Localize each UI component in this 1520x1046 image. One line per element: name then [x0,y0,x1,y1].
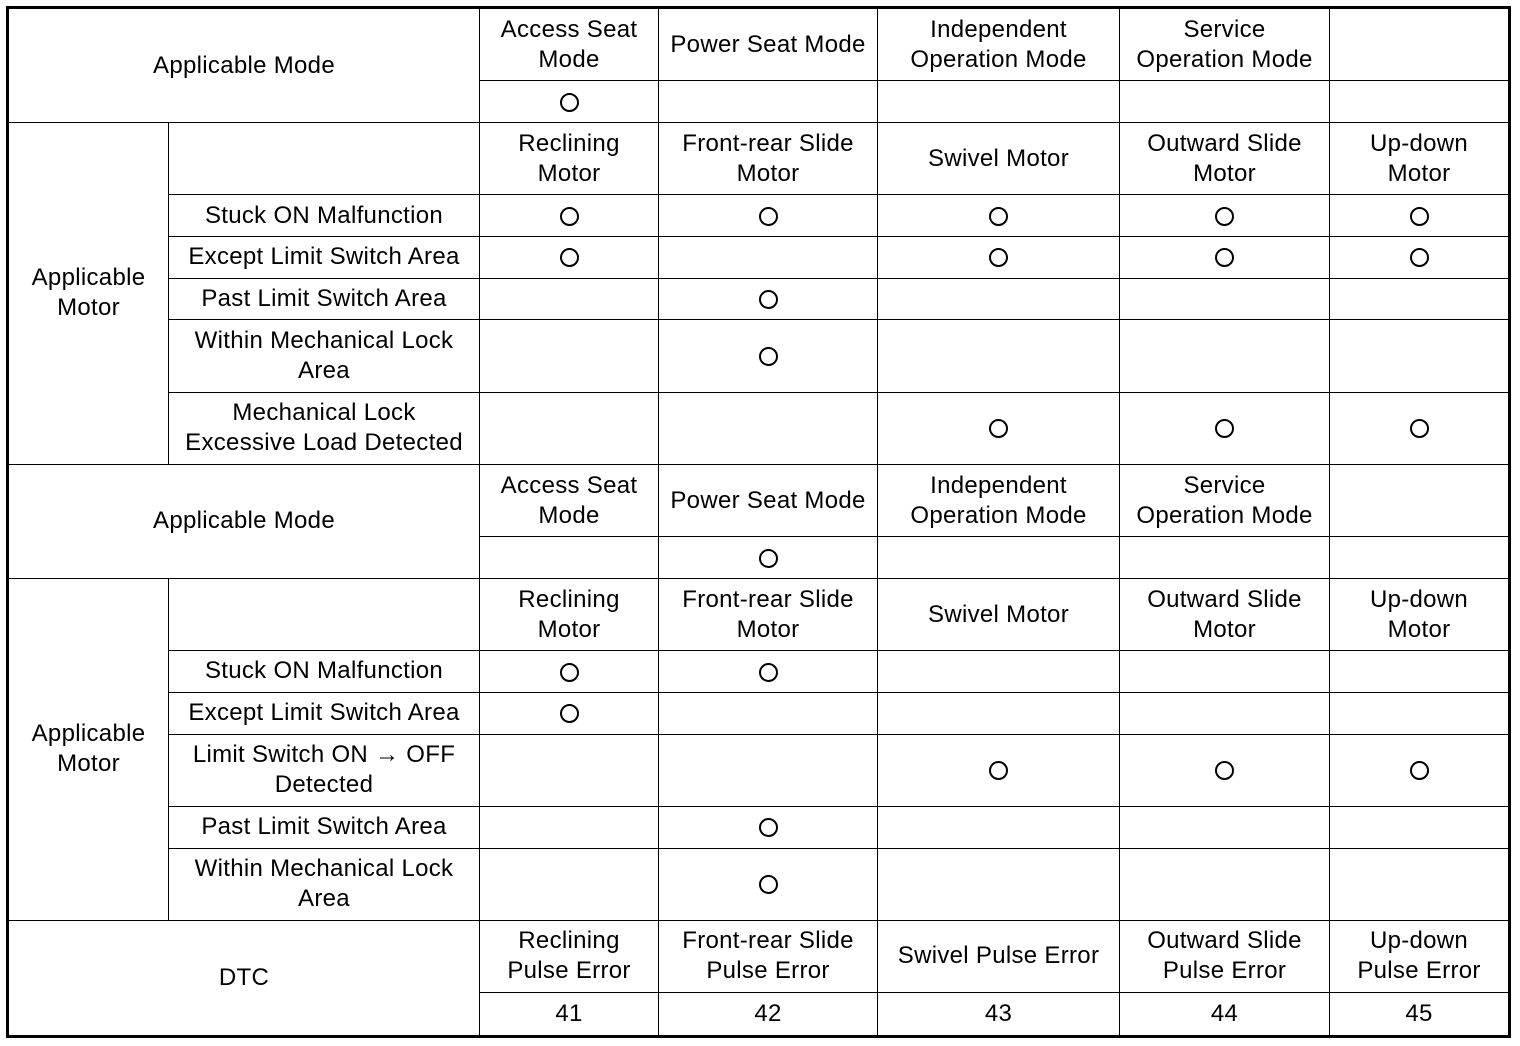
mode-mark-cell [1330,537,1510,579]
condition-mark-cell [659,806,878,848]
cell-text: Up-down Pulse Error [1357,927,1481,985]
cell-text: Except Limit Switch Area [188,243,460,271]
condition-mark-cell [878,692,1120,734]
condition-row [8,320,1510,392]
motor-reclining [480,123,659,195]
dtc-name-outward-slide [1120,920,1330,992]
cell-text: Up-down Motor [1369,129,1469,187]
dtc-name-swivel [878,920,1120,992]
circle-mark-icon [989,248,1008,267]
cell-text: Power Seat Mode [670,486,866,514]
mode-blank [1330,8,1510,81]
circle-mark-icon [560,207,579,226]
condition-mark-cell [659,236,878,278]
dtc-code: 43 [878,993,1120,1037]
cell-text: Within Mechanical Lock Area [194,855,454,913]
condition-mark-cell [878,848,1120,920]
circle-mark-icon [560,93,579,112]
circle-mark-icon [1410,419,1429,438]
cell-text: Swivel Pulse Error [897,942,1100,970]
circle-mark-icon [759,290,778,309]
cell-text: Outward Slide Motor [1147,585,1302,643]
condition-mark-cell [878,236,1120,278]
mode-access-seat [480,8,659,81]
condition-row [8,806,1510,848]
condition-label [169,236,480,278]
condition-label [169,692,480,734]
condition-mark-cell [1330,651,1510,693]
condition-mark-cell [1330,692,1510,734]
condition-mark-cell [878,392,1120,464]
condition-row [8,692,1510,734]
condition-mark-cell [878,195,1120,237]
condition-mark-cell [480,195,659,237]
condition-mark-cell [659,392,878,464]
mode-independent-operation [878,464,1120,536]
condition-mark-cell [659,320,878,392]
mode-service-operation [1120,8,1330,81]
motor-reclining [480,578,659,650]
condition-mark-cell [480,692,659,734]
condition-mark-cell [659,848,878,920]
condition-mark-cell [659,734,878,806]
condition-label [169,848,480,920]
circle-mark-icon [989,419,1008,438]
mode-independent-operation [878,8,1120,81]
motor-header-blank [169,578,480,650]
condition-label [169,651,480,693]
condition-label [169,278,480,320]
condition-mark-cell [1330,392,1510,464]
motor-front-rear-slide [659,578,878,650]
condition-mark-cell [1120,848,1330,920]
condition-mark-cell [480,236,659,278]
circle-mark-icon [560,663,579,682]
applicable-mode-label: Applicable Mode [8,8,480,123]
circle-mark-icon [1410,207,1429,226]
condition-label [169,195,480,237]
motor-outward-slide [1120,123,1330,195]
cell-text: Outward Slide Pulse Error [1147,927,1302,985]
condition-mark-cell [1330,236,1510,278]
condition-mark-cell [659,278,878,320]
motor-swivel [878,578,1120,650]
motor-up-down [1330,123,1510,195]
condition-row [8,734,1510,806]
mode-header-row [8,8,1510,81]
dtc-applicability-table [6,6,1511,1038]
condition-mark-cell [1330,806,1510,848]
condition-label [169,734,480,806]
condition-mark-cell [1120,278,1330,320]
cell-text: Swivel Motor [928,144,1069,172]
condition-mark-cell [1120,651,1330,693]
cell-text: Front-rear Slide Pulse Error [682,927,854,985]
cell-text: Swivel Motor [928,600,1069,628]
circle-mark-icon [1215,419,1234,438]
applicable-mode-label: Applicable Mode [8,464,480,578]
condition-mark-cell [1330,195,1510,237]
cell-text: Reclining Motor [518,129,620,187]
circle-mark-icon [1410,248,1429,267]
condition-row [8,195,1510,237]
circle-mark-icon [1215,248,1234,267]
motor-front-rear-slide [659,123,878,195]
cell-text: Access Seat Mode [500,15,638,73]
dtc-code: 45 [1330,993,1510,1037]
cell-text: Past Limit Switch Area [201,813,447,841]
condition-row [8,278,1510,320]
condition-mark-cell [480,734,659,806]
condition-label [169,392,480,464]
cell-text: Mechanical Lock Excessive Load Detected [185,399,463,457]
mode-mark-cell [878,537,1120,579]
cell-text: Limit Switch ON → OFF Detected [192,741,456,799]
cell-text: Access Seat Mode [500,471,638,529]
condition-mark-cell [1120,806,1330,848]
cell-text: Applicable Motor [31,264,146,322]
circle-mark-icon [1215,207,1234,226]
condition-mark-cell [1120,195,1330,237]
condition-mark-cell [1120,734,1330,806]
circle-mark-icon [759,207,778,226]
cell-text: Up-down Motor [1369,585,1469,643]
circle-mark-icon [759,875,778,894]
condition-mark-cell [480,278,659,320]
circle-mark-icon [1410,761,1429,780]
condition-mark-cell [878,278,1120,320]
dtc-name-reclining [480,920,659,992]
motor-header-row [8,123,1510,195]
condition-mark-cell [659,692,878,734]
cell-text: Power Seat Mode [670,30,866,58]
condition-row [8,848,1510,920]
mode-access-seat [480,464,659,536]
mode-mark-cell [1120,537,1330,579]
circle-mark-icon [560,248,579,267]
circle-mark-icon [759,818,778,837]
cell-text: Except Limit Switch Area [188,699,460,727]
mode-blank [1330,464,1510,536]
motor-swivel [878,123,1120,195]
condition-mark-cell [878,320,1120,392]
circle-mark-icon [1215,761,1234,780]
mode-mark-cell [659,537,878,579]
cell-text: Service Operation Mode [1136,15,1313,73]
condition-mark-cell [1120,236,1330,278]
cell-text: Past Limit Switch Area [201,285,447,313]
mode-mark-cell [1120,81,1330,123]
condition-mark-cell [1330,734,1510,806]
cell-text: Service Operation Mode [1136,471,1313,529]
motor-outward-slide [1120,578,1330,650]
mode-mark-cell [878,81,1120,123]
condition-label [169,806,480,848]
condition-mark-cell [480,392,659,464]
circle-mark-icon [989,207,1008,226]
condition-mark-cell [480,806,659,848]
condition-mark-cell [878,651,1120,693]
applicable-motor-label [8,578,169,920]
condition-mark-cell [1330,848,1510,920]
cell-text: Independent Operation Mode [910,15,1087,73]
circle-mark-icon [560,704,579,723]
condition-row [8,236,1510,278]
cell-text: Applicable Motor [31,720,146,778]
cell-text: Within Mechanical Lock Area [194,327,454,385]
cell-text: Front-rear Slide Motor [682,129,854,187]
dtc-code: 42 [659,993,878,1037]
condition-label [169,320,480,392]
applicable-motor-label [8,123,169,465]
cell-text: Stuck ON Malfunction [204,201,444,229]
condition-mark-cell [480,320,659,392]
mode-mark-cell [659,81,878,123]
condition-mark-cell [878,806,1120,848]
circle-mark-icon [759,347,778,366]
mode-mark-cell [480,537,659,579]
dtc-code: 44 [1120,993,1330,1037]
condition-mark-cell [1120,392,1330,464]
dtc-label: DTC [8,920,480,1036]
condition-mark-cell [878,734,1120,806]
condition-mark-cell [1330,320,1510,392]
motor-header-blank [169,123,480,195]
condition-mark-cell [480,848,659,920]
condition-mark-cell [480,651,659,693]
condition-mark-cell [1120,320,1330,392]
mode-mark-cell [480,81,659,123]
mode-power-seat [659,8,878,81]
condition-mark-cell [1330,278,1510,320]
cell-text: Independent Operation Mode [910,471,1087,529]
condition-row [8,392,1510,464]
condition-row [8,651,1510,693]
cell-text: Reclining Pulse Error [507,927,631,985]
dtc-code: 41 [480,993,659,1037]
cell-text: Stuck ON Malfunction [204,657,444,685]
motor-header-row [8,578,1510,650]
circle-mark-icon [759,549,778,568]
condition-mark-cell [1120,692,1330,734]
cell-text: Front-rear Slide Motor [682,585,854,643]
mode-mark-cell [1330,81,1510,123]
dtc-name-up-down [1330,920,1510,992]
dtc-name-row [8,920,1510,992]
mode-power-seat [659,464,878,536]
circle-mark-icon [989,761,1008,780]
dtc-name-front-rear-slide [659,920,878,992]
mode-service-operation [1120,464,1330,536]
condition-mark-cell [659,195,878,237]
condition-mark-cell [659,651,878,693]
mode-header-row [8,464,1510,536]
circle-mark-icon [759,663,778,682]
cell-text: Outward Slide Motor [1147,129,1302,187]
cell-text: Reclining Motor [518,585,620,643]
motor-up-down [1330,578,1510,650]
